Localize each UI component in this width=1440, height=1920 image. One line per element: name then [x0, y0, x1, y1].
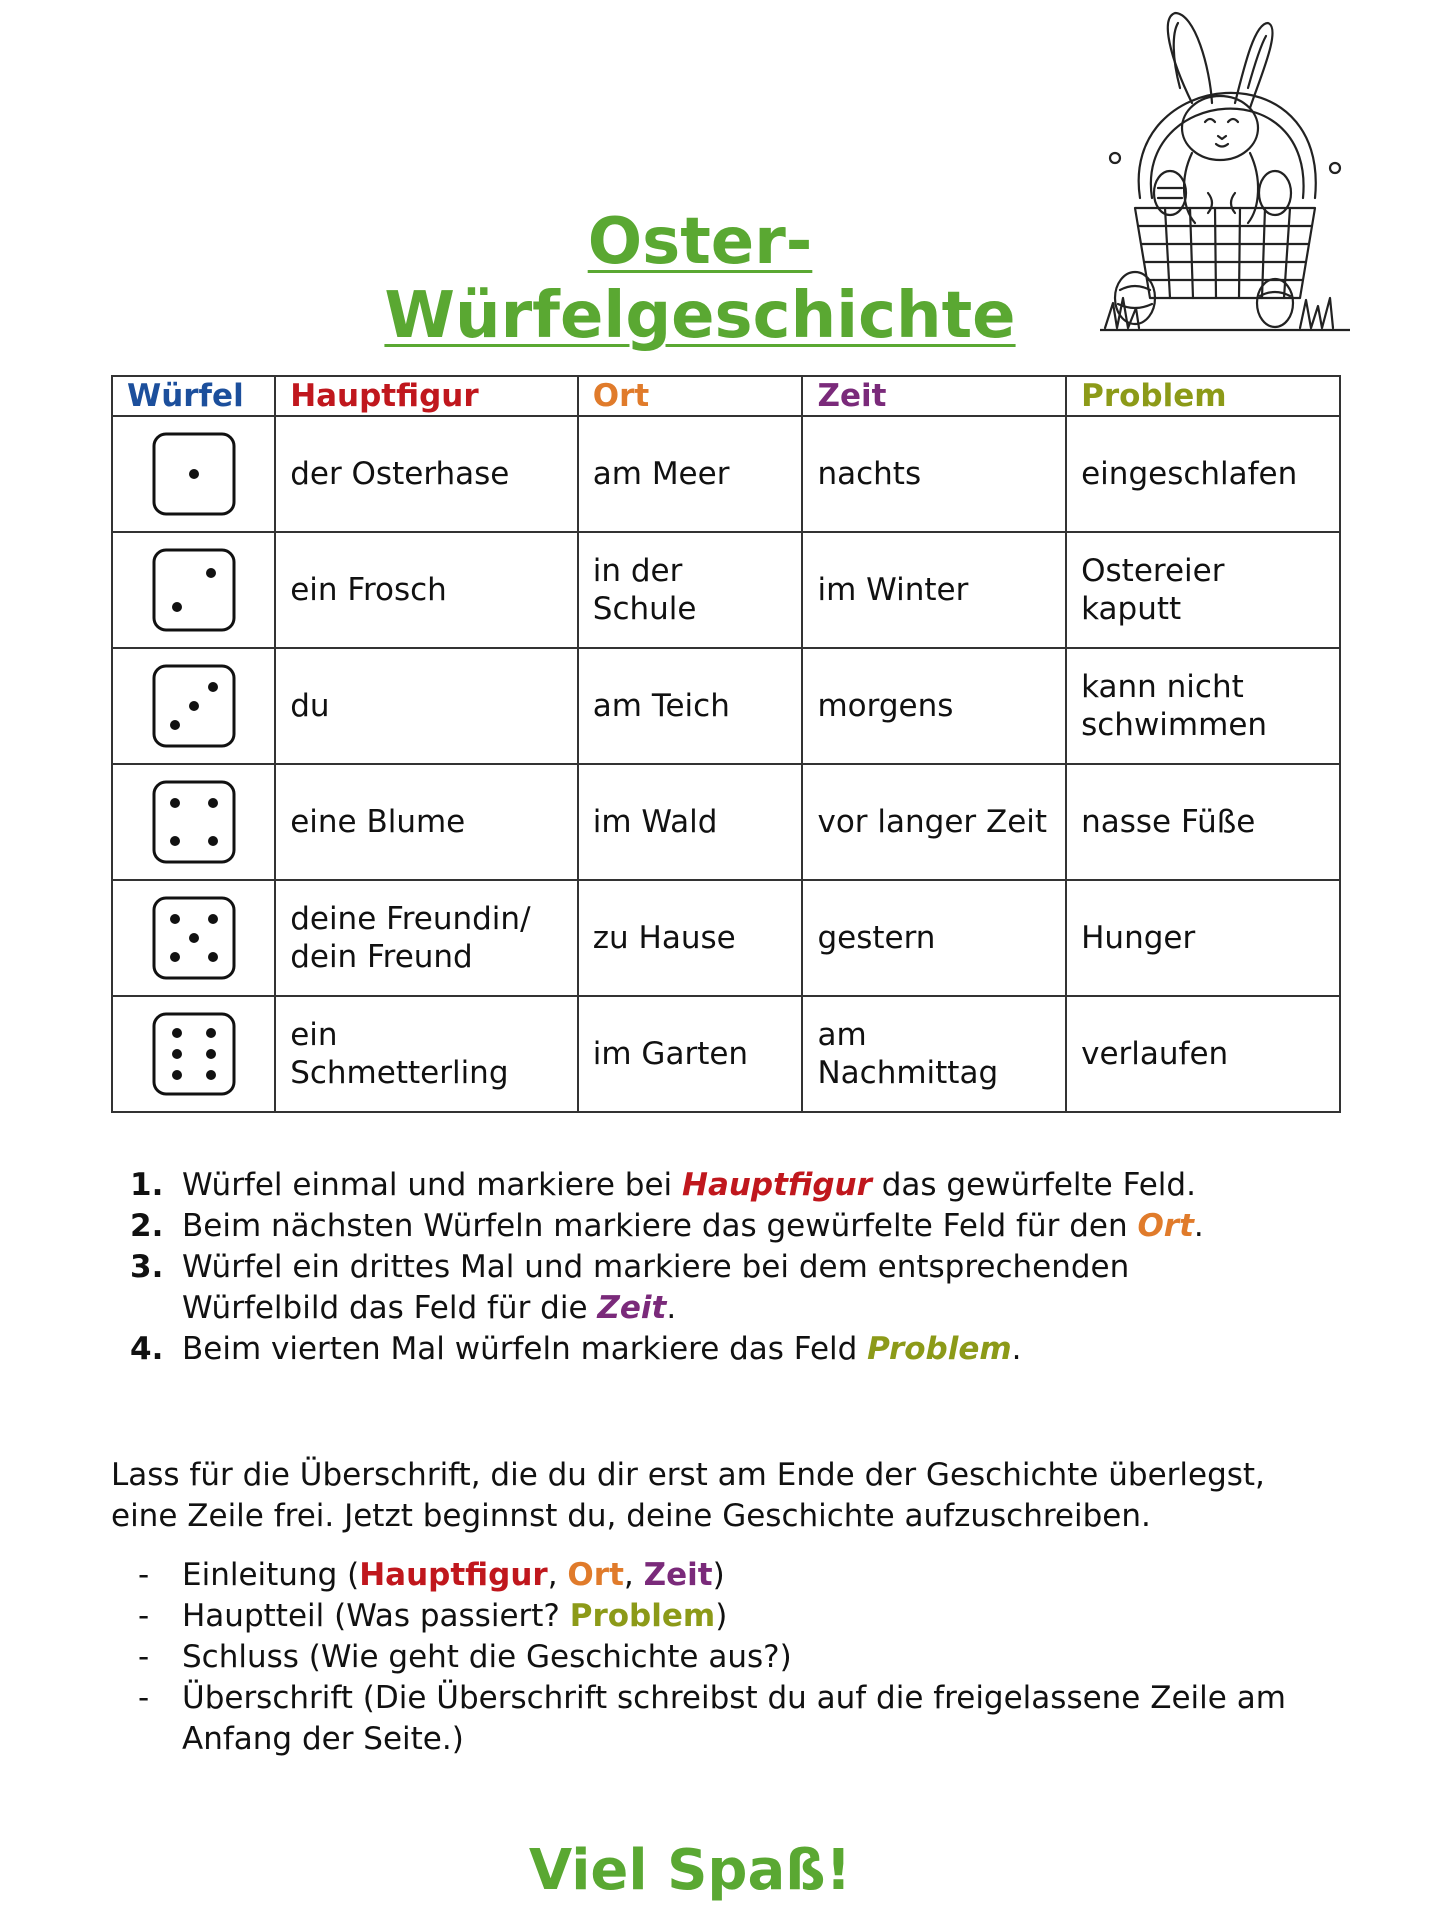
part-text: Schluss (Wie geht die Geschichte aus?) [182, 1639, 792, 1675]
story-part-item [130, 1596, 1290, 1637]
cell-zeit: im Winter [802, 532, 1066, 648]
story-part-item [130, 1555, 1290, 1596]
story-part-item [130, 1678, 1290, 1760]
cell-zeit: nachts [802, 416, 1066, 532]
step-text-end: . [666, 1290, 677, 1326]
table-row [112, 996, 1340, 1112]
cell-hauptfigur: der Osterhase [275, 416, 578, 532]
list-dash: - [138, 1680, 150, 1716]
part-keyword: Hauptfigur [359, 1557, 548, 1593]
header-ort: Ort [578, 376, 803, 416]
step-keyword: Zeit [597, 1290, 667, 1326]
page-title: Oster-Würfelgeschichte [384, 205, 1016, 353]
header-hauptfigur: Hauptfigur [275, 376, 578, 416]
instruction-step [130, 1247, 1250, 1329]
instruction-list [130, 1165, 1250, 1370]
step-text-end: . [1011, 1331, 1022, 1367]
cell-problem: kann nicht schwimmen [1066, 648, 1340, 764]
cell-ort: zu Hause [578, 880, 803, 996]
cell-ort: am Teich [578, 648, 803, 764]
cell-zeit: vor langer Zeit [802, 764, 1066, 880]
cell-hauptfigur: deine Freundin/ dein Freund [275, 880, 578, 996]
step-keyword: Problem [867, 1331, 1012, 1367]
table-header-row [112, 376, 1340, 416]
step-text: Würfel ein drittes Mal und markiere bei dem entsprechenden Würfelbild das Feld für die [182, 1249, 1130, 1326]
table-row [112, 416, 1340, 532]
list-dash: - [138, 1639, 150, 1675]
dice-story-table [111, 375, 1341, 1113]
cell-zeit: gestern [802, 880, 1066, 996]
instruction-paragraph: Lass für die Überschrift, die du dir erst am Ende der Geschichte überlegst, eine Zeile frei. Jetzt beginnst du, deine Geschichte aufzuschreiben. [111, 1457, 1265, 1534]
cell-hauptfigur: ein Schmetterling [275, 996, 578, 1112]
table-row [112, 648, 1340, 764]
die-cell [112, 996, 275, 1112]
cell-problem: Hunger [1066, 880, 1340, 996]
cell-problem: nasse Füße [1066, 764, 1340, 880]
step-keyword: Ort [1137, 1208, 1194, 1244]
step-text: Beim vierten Mal würfeln markiere das Feld [182, 1331, 868, 1367]
part-separator: , [623, 1557, 644, 1593]
cell-ort: im Garten [578, 996, 803, 1112]
header-problem: Problem [1066, 376, 1340, 416]
step-number: 1. [130, 1167, 164, 1203]
die-cell [112, 648, 275, 764]
cell-hauptfigur: eine Blume [275, 764, 578, 880]
table-row [112, 764, 1340, 880]
step-keyword: Hauptfigur [682, 1167, 872, 1203]
cell-problem: Ostereier kaputt [1066, 532, 1340, 648]
part-separator: , [547, 1557, 568, 1593]
table-row [112, 880, 1340, 996]
step-text-end: . [1193, 1208, 1204, 1244]
die-face-two-icon [151, 547, 237, 633]
die-cell [112, 416, 275, 532]
instruction-step [130, 1165, 1250, 1206]
step-number: 4. [130, 1331, 164, 1367]
step-number: 3. [130, 1249, 164, 1285]
die-face-six-icon [151, 1011, 237, 1097]
table-row [112, 532, 1340, 648]
cell-hauptfigur: du [275, 648, 578, 764]
cell-problem: verlaufen [1066, 996, 1340, 1112]
cell-problem: eingeschlafen [1066, 416, 1340, 532]
cell-ort: am Meer [578, 416, 803, 532]
list-dash: - [138, 1557, 150, 1593]
die-cell [112, 880, 275, 996]
step-text: Beim nächsten Würfeln markiere das gewürfelte Feld für den [182, 1208, 1138, 1244]
cell-ort: in der Schule [578, 532, 803, 648]
easter-bunny-basket-illustration [1100, 8, 1350, 338]
die-cell [112, 532, 275, 648]
step-text-end: das gewürfelte Feld. [871, 1167, 1196, 1203]
part-text: Hauptteil (Was passiert? [182, 1598, 570, 1634]
die-face-three-icon [151, 663, 237, 749]
die-cell [112, 764, 275, 880]
list-dash: - [138, 1598, 150, 1634]
part-keyword: Problem [569, 1598, 716, 1634]
die-face-four-icon [151, 779, 237, 865]
die-face-one-icon [151, 431, 237, 517]
part-text: Überschrift (Die Überschrift schreibst du auf die freigelassene Zeile am Anfang der Seite.) [182, 1680, 1286, 1757]
part-keyword: Zeit [643, 1557, 713, 1593]
cell-zeit: morgens [802, 648, 1066, 764]
story-parts-list [130, 1555, 1290, 1760]
instruction-step [130, 1206, 1250, 1247]
step-number: 2. [130, 1208, 164, 1244]
instruction-step [130, 1329, 1250, 1370]
closing-text: Viel Spaß! [528, 1838, 852, 1903]
step-text: Würfel einmal und markiere bei [182, 1167, 682, 1203]
part-text-end: ) [715, 1598, 728, 1634]
part-text-end: ) [712, 1557, 725, 1593]
part-keyword: Ort [567, 1557, 624, 1593]
cell-zeit: am Nachmittag [802, 996, 1066, 1112]
header-wuerfel: Würfel [112, 376, 275, 416]
cell-ort: im Wald [578, 764, 803, 880]
header-zeit: Zeit [802, 376, 1066, 416]
die-face-five-icon [151, 895, 237, 981]
part-text: Einleitung ( [182, 1557, 360, 1593]
story-part-item [130, 1637, 1290, 1678]
cell-hauptfigur: ein Frosch [275, 532, 578, 648]
